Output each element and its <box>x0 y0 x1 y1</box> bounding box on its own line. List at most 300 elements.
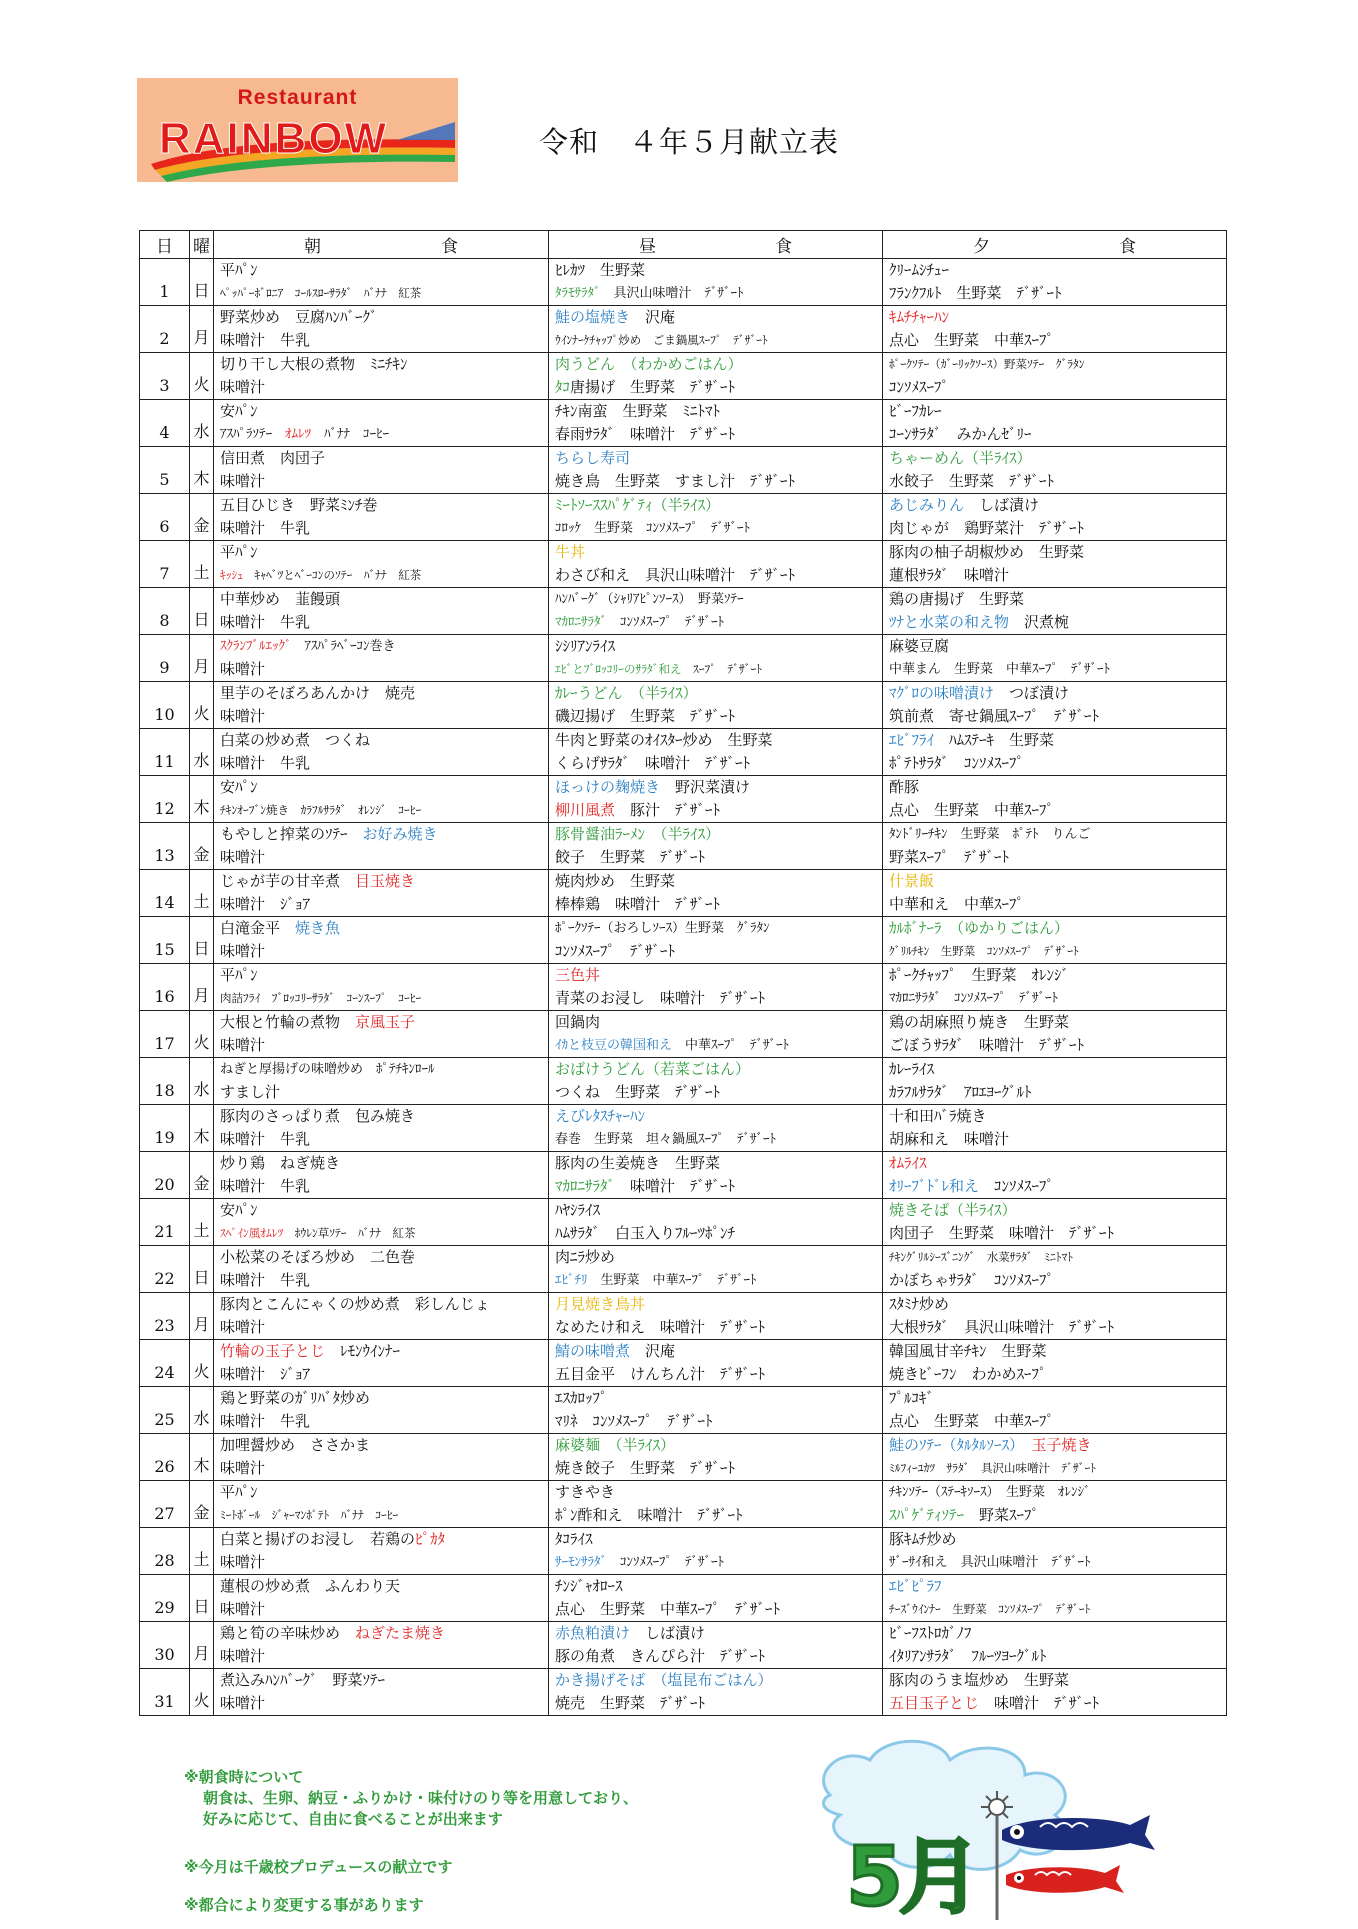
menu-line <box>220 1410 548 1433</box>
header-dinner: 夕 食 <box>883 231 1227 259</box>
day-number: 4 <box>140 400 190 447</box>
menu-item-text: 味噌汁 ﾃﾞｻﾞｰﾄ <box>615 1177 736 1195</box>
menu-item-text: ｴﾋﾞﾋﾟﾗﾌ <box>889 1577 942 1595</box>
menu-line <box>220 1598 548 1621</box>
menu-item-text: 味噌汁 牛乳 <box>220 1130 311 1148</box>
menu-item-text: ﾐﾙﾌｨｰﾕｶﾂ ｻﾗﾀﾞ 具沢山味噌汁 ﾃﾞｻﾞｰﾄ <box>889 1461 1096 1475</box>
lunch-cell <box>549 306 883 353</box>
menu-line <box>555 1481 882 1504</box>
menu-line <box>889 1598 1226 1621</box>
menu-item-text: 豚肉のさっぱり煮 包み焼き <box>220 1107 416 1125</box>
day-of-week: 火 <box>190 353 214 400</box>
menu-line <box>555 329 882 352</box>
menu-line <box>220 846 548 869</box>
menu-line <box>889 1457 1226 1480</box>
dinner-cell <box>883 1246 1227 1293</box>
day-number: 22 <box>140 1246 190 1293</box>
menu-line <box>555 1692 882 1715</box>
menu-item-text: ﾀﾝﾄﾞﾘｰﾁｷﾝ 生野菜 ﾎﾟﾃﾄ りんご <box>889 827 1091 842</box>
breakfast-cell <box>214 1434 549 1481</box>
menu-item-text: かぼちゃｻﾗﾀﾞ ｺﾝｿﾒｽｰﾌﾟ <box>889 1271 1055 1289</box>
menu-item-text: 鯖の味噌煮 <box>555 1342 631 1360</box>
menu-item-text: ｷｯｼｭ <box>220 568 243 582</box>
menu-item-text: 肉じゃが 鶏野菜汁 ﾃﾞｻﾞｰﾄ <box>889 519 1085 537</box>
menu-line <box>889 635 1226 658</box>
menu-line <box>220 376 548 399</box>
menu-line <box>889 1222 1226 1245</box>
table-row <box>140 1199 1227 1246</box>
menu-item-text: ｴｽｶﾛｯﾌﾟ <box>555 1389 608 1407</box>
menu-item-text: 味噌汁 <box>220 707 266 725</box>
breakfast-cell <box>214 1105 549 1152</box>
menu-line <box>555 1575 882 1598</box>
menu-line <box>555 564 882 587</box>
day-of-week: 木 <box>190 1434 214 1481</box>
breakfast-cell <box>214 353 549 400</box>
menu-item-text: 牛丼 <box>555 543 586 561</box>
menu-item-text: 麻婆豆腐 <box>889 637 950 655</box>
lunch-cell <box>549 1481 883 1528</box>
menu-item-text: ﾁｰｽﾞｳｲﾝﾅｰ 生野菜 ｺﾝｿﾒｽｰﾌﾟ ﾃﾞｻﾞｰﾄ <box>889 1602 1091 1616</box>
menu-line <box>220 588 548 611</box>
menu-item-text: 焼き鳥 生野菜 すまし汁 ﾃﾞｻﾞｰﾄ <box>555 472 796 490</box>
breakfast-cell <box>214 1340 549 1387</box>
day-number: 31 <box>140 1669 190 1716</box>
table-row <box>140 635 1227 682</box>
menu-item-text: 中華炒め 韮饅頭 <box>220 590 341 608</box>
menu-item-text: 野沢菜漬け <box>660 778 751 796</box>
menu-item-text: 牛肉と野菜のｵｲｽﾀｰ炒め 生野菜 <box>555 731 773 749</box>
menu-line <box>220 282 548 305</box>
day-of-week: 水 <box>190 729 214 776</box>
day-number: 6 <box>140 494 190 541</box>
lunch-cell <box>549 494 883 541</box>
menu-item-text: 味噌汁 <box>220 378 266 396</box>
menu-item-text: ｺﾝｿﾒｽｰﾌﾟ ﾃﾞｻﾞｰﾄ <box>555 942 676 960</box>
table-row <box>140 964 1227 1011</box>
menu-line <box>555 1058 882 1081</box>
dinner-cell <box>883 400 1227 447</box>
table-row <box>140 870 1227 917</box>
menu-item-text: ﾁｷﾝ南蛮 生野菜 ﾐﾆﾄﾏﾄ <box>555 402 721 420</box>
dinner-cell <box>883 1011 1227 1058</box>
menu-line <box>555 1457 882 1480</box>
menu-item-text: 回鍋肉 <box>555 1013 601 1031</box>
menu-item-text: 什景飯 <box>889 872 935 890</box>
menu-item-text: 豚汁 ﾃﾞｻﾞｰﾄ <box>615 801 721 819</box>
menu-item-text: ﾊﾔｼﾗｲｽ <box>555 1201 601 1219</box>
menu-item-text: ｶﾚｰﾗｲｽ <box>889 1060 935 1078</box>
menu-line <box>555 1363 882 1386</box>
menu-item-text: ｽｰﾌﾟ ﾃﾞｻﾞｰﾄ <box>681 662 762 676</box>
menu-item-text: 春巻 生野菜 坦々鍋風ｽｰﾌﾟ ﾃﾞｻﾞｰﾄ <box>555 1132 777 1147</box>
menu-item-text: 胡麻和え 味噌汁 <box>889 1130 1010 1148</box>
header-breakfast: 朝 食 <box>214 231 549 259</box>
menu-item-text: 味噌汁 <box>220 942 266 960</box>
table-row <box>140 1152 1227 1199</box>
day-of-week: 水 <box>190 1058 214 1105</box>
menu-item-text: ﾋﾚｶﾂ 生野菜 <box>555 261 646 279</box>
menu-item-text: ｵﾑﾚﾂ <box>285 427 312 442</box>
menu-item-text: 月見焼き鳥丼 <box>555 1295 646 1313</box>
breakfast-cell <box>214 541 549 588</box>
lunch-cell <box>549 259 883 306</box>
menu-line <box>889 1105 1226 1128</box>
menu-line <box>555 846 882 869</box>
menu-line <box>220 917 548 940</box>
breakfast-cell <box>214 823 549 870</box>
menu-item-text: ｺﾝｿﾒｽｰﾌﾟ ﾃﾞｻﾞｰﾄ <box>607 615 725 630</box>
day-of-week: 木 <box>190 776 214 823</box>
menu-item-text: 白菜の炒め煮 つくね <box>220 731 371 749</box>
menu-line <box>555 752 882 775</box>
menu-item-text: 点心 生野菜 中華ｽｰﾌﾟ <box>889 801 1055 819</box>
menu-line <box>555 682 882 705</box>
menu-line <box>220 1293 548 1316</box>
menu-item-text: ｲｶと枝豆の韓国和え <box>555 1038 673 1053</box>
menu-item-text: すまし汁 <box>220 1083 281 1101</box>
logo-subtitle: Restaurant <box>237 86 358 109</box>
menu-line <box>220 1387 548 1410</box>
menu-line <box>555 1551 882 1574</box>
menu-line <box>889 1293 1226 1316</box>
day-of-week: 木 <box>190 447 214 494</box>
header-dow: 曜 <box>190 231 214 259</box>
menu-line <box>220 353 548 376</box>
menu-line <box>889 423 1226 446</box>
menu-line <box>889 1058 1226 1081</box>
day-number: 12 <box>140 776 190 823</box>
menu-line <box>889 729 1226 752</box>
menu-line <box>889 870 1226 893</box>
menu-item-text: 焼きそば（半ﾗｲｽ） <box>889 1201 1017 1219</box>
menu-item-text: 春雨ｻﾗﾀﾞ 味噌汁 ﾃﾞｻﾞｰﾄ <box>555 425 736 443</box>
menu-item-text: ﾋﾞｰﾌｶﾚｰ <box>889 402 942 420</box>
day-number: 10 <box>140 682 190 729</box>
menu-item-text: 豚肉の柚子胡椒炒め 生野菜 <box>889 543 1085 561</box>
menu-item-text: 味噌汁 牛乳 <box>220 754 311 772</box>
menu-line <box>889 1528 1226 1551</box>
day-number: 1 <box>140 259 190 306</box>
table-row <box>140 1434 1227 1481</box>
breakfast-cell <box>214 870 549 917</box>
menu-line <box>555 1105 882 1128</box>
menu-item-text: しば漬け <box>630 1624 706 1642</box>
table-row <box>140 1622 1227 1669</box>
day-number: 24 <box>140 1340 190 1387</box>
menu-line <box>220 1645 548 1668</box>
menu-item-text: ｵﾘｰﾌﾞﾄﾞﾚ和え <box>889 1177 980 1195</box>
lunch-cell <box>549 541 883 588</box>
dinner-cell <box>883 682 1227 729</box>
menu-line <box>555 1246 882 1269</box>
day-number: 7 <box>140 541 190 588</box>
menu-line <box>220 423 548 446</box>
lunch-cell <box>549 729 883 776</box>
menu-item-text: 柳川風煮 <box>555 801 616 819</box>
menu-line <box>889 987 1226 1010</box>
lunch-cell <box>549 1575 883 1622</box>
menu-line <box>220 682 548 705</box>
menu-item-text: ちらし寿司 <box>555 449 631 467</box>
dinner-cell <box>883 964 1227 1011</box>
lunch-cell <box>549 1011 883 1058</box>
table-row <box>140 447 1227 494</box>
lunch-cell <box>549 1152 883 1199</box>
menu-item-text: すきやき <box>555 1483 616 1501</box>
menu-line <box>220 1269 548 1292</box>
menu-item-text: ねぎたま焼き <box>355 1624 446 1642</box>
table-row <box>140 917 1227 964</box>
day-number: 16 <box>140 964 190 1011</box>
day-of-week: 金 <box>190 494 214 541</box>
menu-item-text: ｱｽﾊﾟﾗﾍﾞｰｺﾝ巻き <box>291 639 396 654</box>
breakfast-cell <box>214 1246 549 1293</box>
menu-item-text: かき揚げそば （塩昆布ごはん） <box>555 1671 773 1689</box>
menu-item-text: しば漬け <box>964 496 1040 514</box>
breakfast-cell <box>214 964 549 1011</box>
menu-line <box>220 611 548 634</box>
menu-item-text: 味噌汁 <box>220 1318 266 1336</box>
menu-line <box>889 1175 1226 1198</box>
menu-line <box>220 1105 548 1128</box>
menu-item-text: 味噌汁 牛乳 <box>220 613 311 631</box>
menu-item-text: ｳｲﾝﾅｰｹﾁｬｯﾌﾟ炒め ごま鍋風ｽｰﾌﾟ ﾃﾞｻﾞｰﾄ <box>555 333 768 347</box>
menu-line <box>889 306 1226 329</box>
menu-item-text: ﾁｷﾝｸﾞﾘﾙｼｰｽﾞﾆﾝｸﾞ 水菜ｻﾗﾀﾞ ﾐﾆﾄﾏﾄ <box>889 1250 1073 1264</box>
menu-item-text: ｻｰﾓﾝｻﾗﾀﾞ <box>555 1555 607 1570</box>
day-of-week: 日 <box>190 1575 214 1622</box>
menu-item-text: じゃが芋の甘辛煮 <box>220 872 356 890</box>
table-row <box>140 1340 1227 1387</box>
menu-line <box>555 376 882 399</box>
menu-item-text: もやしと搾菜のｿﾃｰ <box>220 825 363 843</box>
menu-item-text: 五目ひじき 野菜ﾐﾝﾁ巻 <box>220 496 378 514</box>
dinner-cell <box>883 1481 1227 1528</box>
menu-line <box>555 1622 882 1645</box>
menu-line <box>555 1081 882 1104</box>
dinner-cell <box>883 306 1227 353</box>
menu-line <box>220 1551 548 1574</box>
menu-item-text: ちゃーめん（半ﾗｲｽ） <box>889 449 1032 467</box>
menu-line <box>889 1011 1226 1034</box>
menu-item-text: ﾊﾝﾊﾞｰｸﾞ（ｼｬﾘｱﾋﾟﾝｿｰｽ） 野菜ｿﾃｰ <box>555 592 744 607</box>
menu-item-text: えびﾚﾀｽﾁｬｰﾊﾝ <box>555 1107 646 1125</box>
menu-line <box>555 1504 882 1527</box>
day-of-week: 土 <box>190 1528 214 1575</box>
breakfast-cell <box>214 1387 549 1434</box>
breakfast-cell <box>214 917 549 964</box>
day-of-week: 金 <box>190 1481 214 1528</box>
menu-line <box>220 1434 548 1457</box>
menu-item-text: 水餃子 生野菜 ﾃﾞｻﾞｰﾄ <box>889 472 1055 490</box>
menu-line <box>555 541 882 564</box>
menu-line <box>889 1387 1226 1410</box>
day-of-week: 水 <box>190 1387 214 1434</box>
lunch-cell <box>549 1528 883 1575</box>
menu-line <box>220 870 548 893</box>
menu-line <box>220 1011 548 1034</box>
menu-item-text: ﾀｺ <box>555 378 571 396</box>
menu-line <box>555 1528 882 1551</box>
menu-line <box>555 1011 882 1034</box>
menu-item-text: 味噌汁 牛乳 <box>220 1271 311 1289</box>
menu-item-text: 麻婆麺 （半ﾗｲｽ） <box>555 1436 676 1454</box>
table-row <box>140 1058 1227 1105</box>
lunch-cell <box>549 353 883 400</box>
day-number: 21 <box>140 1199 190 1246</box>
menu-item-text: 焼き魚 <box>295 919 341 937</box>
breakfast-cell <box>214 1199 549 1246</box>
menu-item-text: 味噌汁 <box>220 1600 266 1618</box>
menu-line <box>220 1199 548 1222</box>
menu-item-text: 鶏と筍の辛味炒め <box>220 1624 356 1642</box>
menu-line <box>555 1645 882 1668</box>
breakfast-cell <box>214 1293 549 1340</box>
day-number: 26 <box>140 1434 190 1481</box>
menu-line <box>889 776 1226 799</box>
menu-line <box>889 1152 1226 1175</box>
menu-item-text: ﾊﾞﾅﾅ ｺｰﾋｰ <box>311 427 390 442</box>
menu-line <box>220 823 548 846</box>
menu-line <box>555 1293 882 1316</box>
dinner-cell <box>883 823 1227 870</box>
menu-item-text: 味噌汁 <box>220 1553 266 1571</box>
menu-line <box>555 823 882 846</box>
lunch-cell <box>549 1058 883 1105</box>
menu-line <box>220 635 548 658</box>
lunch-cell <box>549 964 883 1011</box>
menu-item-text: 味噌汁 ｼﾞｮｱ <box>220 895 311 913</box>
menu-line <box>889 1575 1226 1598</box>
menu-line <box>889 1363 1226 1386</box>
menu-line <box>889 259 1226 282</box>
menu-line <box>220 1128 548 1151</box>
menu-line <box>555 517 882 540</box>
day-number: 3 <box>140 353 190 400</box>
day-of-week: 土 <box>190 1199 214 1246</box>
menu-item-text: ｺﾝｿﾒｽｰﾌﾟ ﾃﾞｻﾞｰﾄ <box>607 1555 725 1570</box>
menu-line <box>220 494 548 517</box>
menu-line <box>555 1175 882 1198</box>
menu-line <box>889 1246 1226 1269</box>
menu-line <box>555 611 882 634</box>
menu-line <box>220 705 548 728</box>
menu-item-text: ﾀﾗﾓｻﾗﾀﾞ <box>555 286 601 301</box>
menu-item-text: ﾏｶﾛﾆｻﾗﾀﾞ <box>555 1177 616 1195</box>
menu-item-text: ｷﾑﾁﾁｬｰﾊﾝ <box>889 308 950 326</box>
menu-line <box>220 893 548 916</box>
menu-line <box>889 1622 1226 1645</box>
menu-item-text: 中華ｽｰﾌﾟ ﾃﾞｻﾞｰﾄ <box>672 1038 790 1053</box>
menu-item-text: 焼肉炒め 生野菜 <box>555 872 676 890</box>
menu-line <box>889 470 1226 493</box>
menu-line <box>889 1669 1226 1692</box>
menu-item-text: 味噌汁 <box>220 1694 266 1712</box>
menu-line <box>220 940 548 963</box>
menu-line <box>889 541 1226 564</box>
menu-line <box>220 1528 548 1551</box>
menu-item-text: 鮭のｿﾃｰ（ﾀﾙﾀﾙｿｰｽ） <box>889 1436 1017 1454</box>
menu-line <box>889 658 1226 681</box>
dinner-cell <box>883 1622 1227 1669</box>
note-producer: ※今月は千歳校プロデュースの献立です <box>184 1858 453 1876</box>
menu-line <box>555 635 882 658</box>
menu-line <box>555 259 882 282</box>
breakfast-cell <box>214 1011 549 1058</box>
menu-item-text: ﾋﾟｶﾀ <box>415 1530 446 1548</box>
menu-item-text: ｸﾞﾘﾙﾁｷﾝ 生野菜 ｺﾝｿﾒｽｰﾌﾟ ﾃﾞｻﾞｰﾄ <box>889 944 1079 958</box>
menu-line <box>220 447 548 470</box>
menu-line <box>220 1457 548 1480</box>
menu-line <box>220 1081 548 1104</box>
day-number: 8 <box>140 588 190 635</box>
menu-item-text: 鶏の唐揚げ 生野菜 <box>889 590 1025 608</box>
menu-item-text: 切り干し大根の煮物 ﾐﾆﾁｷﾝ <box>220 355 408 373</box>
menu-item-text: 味噌汁 <box>220 660 266 678</box>
day-number: 23 <box>140 1293 190 1340</box>
menu-item-text: 炒り鶏 ねぎ焼き <box>220 1154 341 1172</box>
day-of-week: 木 <box>190 1105 214 1152</box>
menu-table-body <box>140 259 1227 1716</box>
lunch-cell <box>549 1105 883 1152</box>
menu-item-text: 野菜ｽｰﾌﾟ <box>964 1506 1040 1524</box>
dinner-cell <box>883 870 1227 917</box>
menu-line <box>889 1481 1226 1504</box>
day-of-week: 月 <box>190 964 214 1011</box>
lunch-cell <box>549 1387 883 1434</box>
table-row <box>140 776 1227 823</box>
menu-line <box>220 1034 548 1057</box>
day-of-week: 水 <box>190 400 214 447</box>
menu-line <box>220 1246 548 1269</box>
lunch-cell <box>549 682 883 729</box>
menu-line <box>555 447 882 470</box>
menu-item-text: ﾂﾅと水菜の和え物 <box>889 613 1010 631</box>
note-breakfast-line2: 好みに応じて、自由に食べることが出来ます <box>203 1810 503 1828</box>
lunch-cell <box>549 1199 883 1246</box>
dinner-cell <box>883 635 1227 682</box>
menu-item-text: 中華まん 生野菜 中華ｽｰﾌﾟ ﾃﾞｻﾞｰﾄ <box>889 662 1111 677</box>
table-row <box>140 1669 1227 1716</box>
menu-line <box>889 1269 1226 1292</box>
menu-line <box>889 329 1226 352</box>
menu-line <box>555 870 882 893</box>
dinner-cell <box>883 1152 1227 1199</box>
menu-line <box>889 353 1226 376</box>
menu-line <box>220 1363 548 1386</box>
note-breakfast-line1: 朝食は、生卵、納豆・ふりかけ・味付けのり等を用意しており、 <box>203 1789 639 1807</box>
breakfast-cell <box>214 635 549 682</box>
menu-item-text: 煮込みﾊﾝﾊﾞｰｸﾞ 野菜ｿﾃｰ <box>220 1671 386 1689</box>
table-row <box>140 259 1227 306</box>
menu-line <box>889 1081 1226 1104</box>
day-number: 17 <box>140 1011 190 1058</box>
table-row <box>140 306 1227 353</box>
menu-item-text: ｴﾋﾞﾌﾗｲ <box>889 731 935 749</box>
menu-line <box>555 799 882 822</box>
menu-line <box>555 987 882 1010</box>
menu-item-text: ﾊﾑｽﾃｰｷ 生野菜 <box>934 731 1055 749</box>
menu-line <box>220 564 548 587</box>
lunch-cell <box>549 823 883 870</box>
menu-line <box>220 729 548 752</box>
breakfast-cell <box>214 400 549 447</box>
day-of-week: 火 <box>190 1340 214 1387</box>
table-row <box>140 729 1227 776</box>
menu-line <box>555 1152 882 1175</box>
menu-item-text: 加哩醤炒め ささかま <box>220 1436 371 1454</box>
